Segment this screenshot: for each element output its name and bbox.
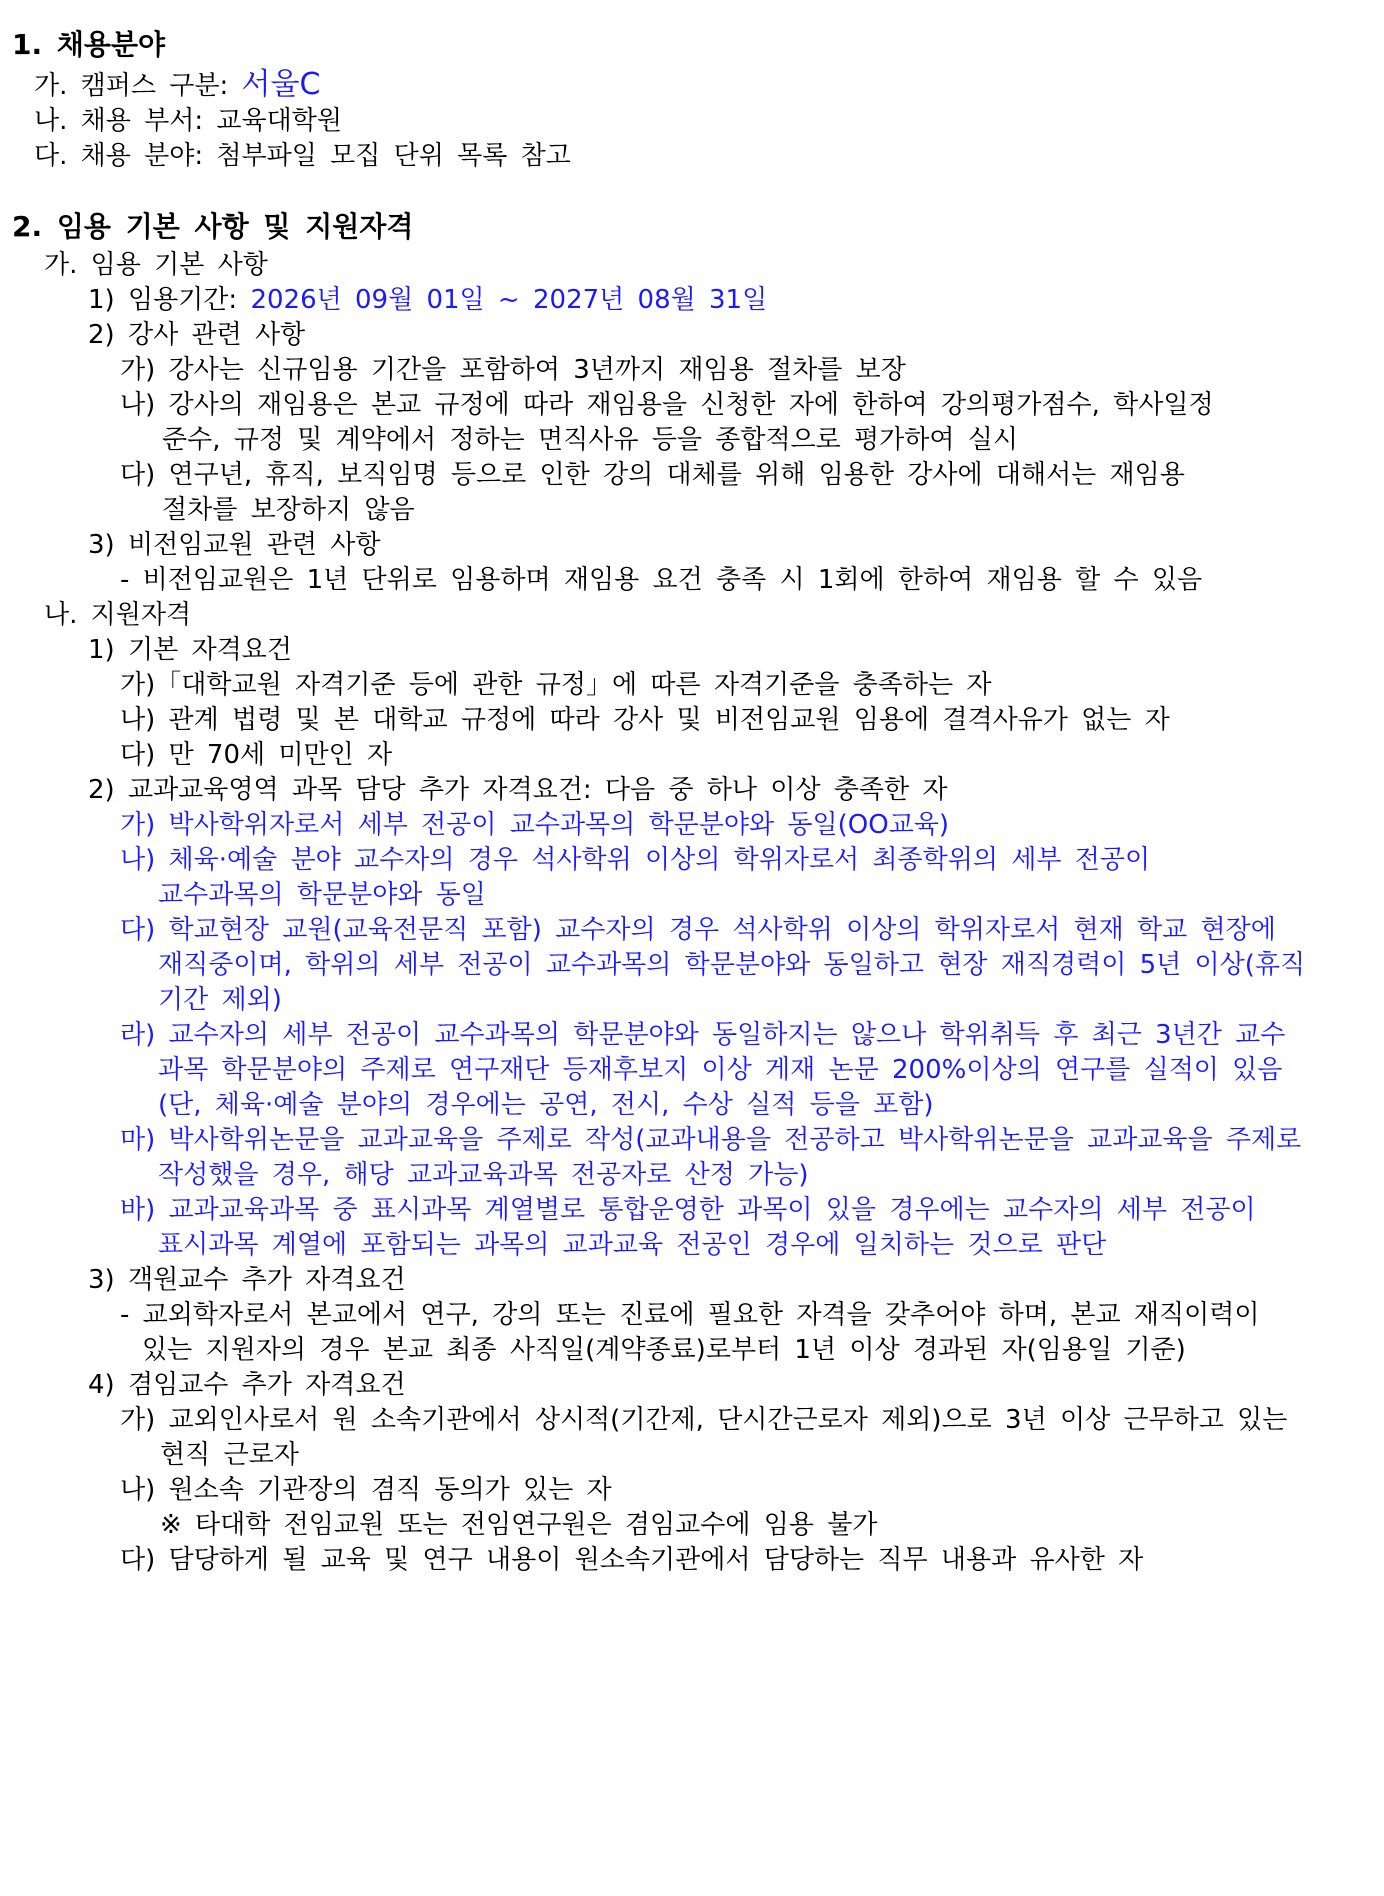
subject-da-2: 재직중이며, 학위의 세부 전공이 교수과목의 학문분야와 동일하고 현장 재직경력이 5년 이상(휴직	[158, 950, 1306, 980]
lecturer-na-2: 준수, 규정 및 계약에서 정하는 면직사유 등을 종합적으로 평가하여 실시	[162, 425, 1019, 455]
subject-ra-2: 과목 학문분야의 주제로 연구재단 등재후보지 이상 게재 논문 200%이상의 연구를 실적이 있음	[158, 1055, 1283, 1085]
subject-heading: 2) 교과교육영역 과목 담당 추가 자격요건: 다음 중 하나 이상 충족한 자	[88, 775, 948, 805]
lecturer-ga: 가) 강사는 신규임용 기간을 포함하여 3년까지 재임용 절차를 보장	[120, 355, 906, 385]
subject-ga: 가) 박사학위자로서 세부 전공이 교수과목의 학문분야와 동일(OO교육)	[120, 810, 950, 840]
item-na: 나. 지원자격	[44, 600, 192, 630]
subject-na-2: 교수과목의 학문분야와 동일	[158, 880, 486, 910]
adjunct-da: 다) 담당하게 될 교육 및 연구 내용이 원소속기관에서 담당하는 직무 내용과 유사한 자	[120, 1545, 1144, 1575]
nontenure-heading: 3) 비전임교원 관련 사항	[88, 530, 381, 560]
field-line: 다. 채용 분야: 첨부파일 모집 단위 목록 참고	[34, 141, 571, 171]
section-1-title: 1. 채용분야	[12, 28, 166, 61]
adjunct-na: 나) 원소속 기관장의 겸직 동의가 있는 자	[120, 1475, 612, 1505]
adjunct-note: ※ 타대학 전임교원 또는 전임연구원은 겸임교수에 임용 불가	[160, 1510, 878, 1540]
dept-line: 나. 채용 부서: 교육대학원	[34, 106, 342, 136]
subject-ma-2: 작성했을 경우, 해당 교과교육과목 전공자로 산정 가능)	[158, 1160, 809, 1190]
subject-da-1: 다) 학교현장 교원(교육전문직 포함) 교수자의 경우 석사학위 이상의 학위자로서 현재 학교 현장에	[120, 915, 1276, 945]
adjunct-ga-2: 현직 근로자	[160, 1440, 299, 1470]
campus-label: 가. 캠퍼스 구분:	[34, 71, 229, 101]
lecturer-na-1: 나) 강사의 재임용은 본교 규정에 따라 재임용을 신청한 자에 한하여 강의평가점수, 학사일정	[120, 390, 1214, 420]
subject-ma-1: 마) 박사학위논문을 교과교육을 주제로 작성(교과내용을 전공하고 박사학위논문을 교과교육을 주제로	[120, 1125, 1302, 1155]
adjunct-ga-1: 가) 교외인사로서 원 소속기관에서 상시적(기간제, 단시간근로자 제외)으로 3년 이상 근무하고 있는	[120, 1405, 1288, 1435]
subject-ba-2: 표시과목 계열에 포함되는 과목의 교과교육 전공인 경우에 일치하는 것으로 판단	[158, 1230, 1107, 1260]
period-value: 2026년 09월 01일 ~ 2027년 08월 31일	[250, 285, 768, 315]
period-label: 1) 임용기간:	[88, 285, 238, 315]
basic-na: 나) 관계 법령 및 본 대학교 규정에 따라 강사 및 비전임교원 임용에 결격사유가 없는 자	[120, 705, 1170, 735]
guest-line-1: - 교외학자로서 본교에서 연구, 강의 또는 진료에 필요한 자격을 갖추어야 하며, 본교 재직이력이	[120, 1300, 1260, 1330]
adjunct-heading: 4) 겸임교수 추가 자격요건	[88, 1370, 406, 1400]
period-line	[88, 283, 767, 317]
lecturer-da-2: 절차를 보장하지 않음	[162, 495, 415, 525]
section-2-title: 2. 임용 기본 사항 및 지원자격	[12, 210, 414, 243]
guest-line-2: 있는 지원자의 경우 본교 최종 사직일(계약종료)로부터 1년 이상 경과된 자(임용일 기준)	[142, 1335, 1186, 1365]
subject-ra-3: (단, 체육·예술 분야의 경우에는 공연, 전시, 수상 실적 등을 포함)	[158, 1090, 934, 1120]
campus-line	[34, 68, 320, 103]
subject-da-3: 기간 제외)	[158, 985, 282, 1015]
lecturer-heading: 2) 강사 관련 사항	[88, 320, 306, 350]
basic-heading: 1) 기본 자격요건	[88, 635, 292, 665]
subject-na-1: 나) 체육·예술 분야 교수자의 경우 석사학위 이상의 학위자로서 최종학위의 세부 전공이	[120, 845, 1151, 875]
campus-value: 서울C	[241, 67, 321, 102]
subject-ra-1: 라) 교수자의 세부 전공이 교수과목의 학문분야와 동일하지는 않으나 학위취득 후 최근 3년간 교수	[120, 1020, 1286, 1050]
basic-da: 다) 만 70세 미만인 자	[120, 740, 393, 770]
item-ga: 가. 임용 기본 사항	[44, 250, 268, 280]
guest-heading: 3) 객원교수 추가 자격요건	[88, 1265, 406, 1295]
nontenure-line: - 비전임교원은 1년 단위로 임용하며 재임용 요건 충족 시 1회에 한하여 재임용 할 수 있음	[120, 565, 1203, 595]
subject-ba-1: 바) 교과교육과목 중 표시과목 계열별로 통합운영한 과목이 있을 경우에는 교수자의 세부 전공이	[120, 1195, 1256, 1225]
basic-ga: 가)「대학교원 자격기준 등에 관한 규정」에 따른 자격기준을 충족하는 자	[120, 670, 992, 700]
lecturer-da-1: 다) 연구년, 휴직, 보직임명 등으로 인한 강의 대체를 위해 임용한 강사에 대해서는 재임용	[120, 460, 1185, 490]
